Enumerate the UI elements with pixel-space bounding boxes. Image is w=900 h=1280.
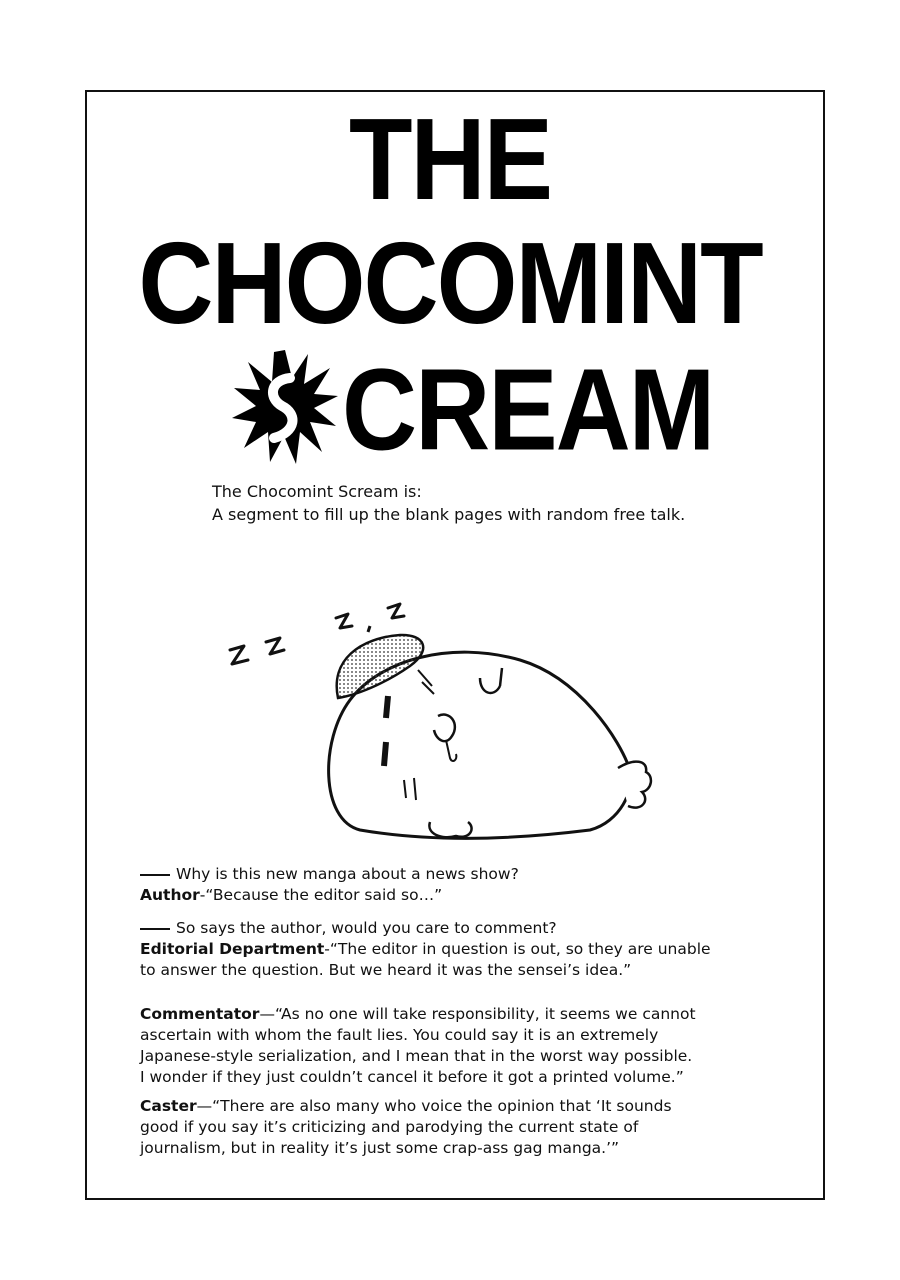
sleeping-seal-icon xyxy=(210,590,670,850)
title-line-the: THE xyxy=(349,95,551,225)
scream-burst-icon xyxy=(230,348,340,468)
commentator-line-2: ascertain with whom the fault lies. You could say it is an extremely xyxy=(140,1026,659,1044)
answer-author: -“Because the editor said so…” xyxy=(199,886,443,904)
speaker-commentator: Commentator xyxy=(140,1005,260,1023)
title-line-scream xyxy=(230,345,714,476)
dash-icon xyxy=(140,928,170,930)
question-1: Why is this new manga about a news show? xyxy=(176,865,519,883)
dash-icon xyxy=(140,874,170,876)
speaker-editorial: Editorial Department xyxy=(140,940,325,958)
commentator-line-1: —“As no one will take responsibility, it seems we cannot xyxy=(259,1005,696,1023)
question-block-1 xyxy=(140,864,740,906)
caster-line-1: —“There are also many who voice the opinion that ‘It sounds xyxy=(196,1097,672,1115)
caster-line-3: journalism, but in reality it’s just some crap-ass gag manga.’” xyxy=(140,1139,620,1157)
commentator-line-3: Japanese-style serialization, and I mean that in the worst way possible. xyxy=(140,1047,693,1065)
question-block-2 xyxy=(140,918,740,981)
answer-editorial-1: -“The editor in question is out, so they are unable xyxy=(324,940,711,958)
intro-text xyxy=(212,480,685,526)
title-line-chocomint: CHOCOMINT xyxy=(138,219,762,349)
title-scream-text: CREAM xyxy=(342,345,714,476)
commentator-block xyxy=(140,1004,740,1088)
intro-line-1: The Chocomint Scream is: xyxy=(212,482,422,501)
question-2: So says the author, would you care to comment? xyxy=(176,919,557,937)
commentator-line-4: I wonder if they just couldn’t cancel it before it got a printed volume.” xyxy=(140,1068,684,1086)
speaker-caster: Caster xyxy=(140,1097,197,1115)
caster-line-2: good if you say it’s criticizing and parodying the current state of xyxy=(140,1118,639,1136)
caster-block xyxy=(140,1096,740,1159)
intro-line-2: A segment to fill up the blank pages with random free talk. xyxy=(212,505,686,524)
answer-editorial-2: to answer the question. But we heard it was the sensei’s idea.” xyxy=(140,961,632,979)
speaker-author: Author xyxy=(140,886,200,904)
